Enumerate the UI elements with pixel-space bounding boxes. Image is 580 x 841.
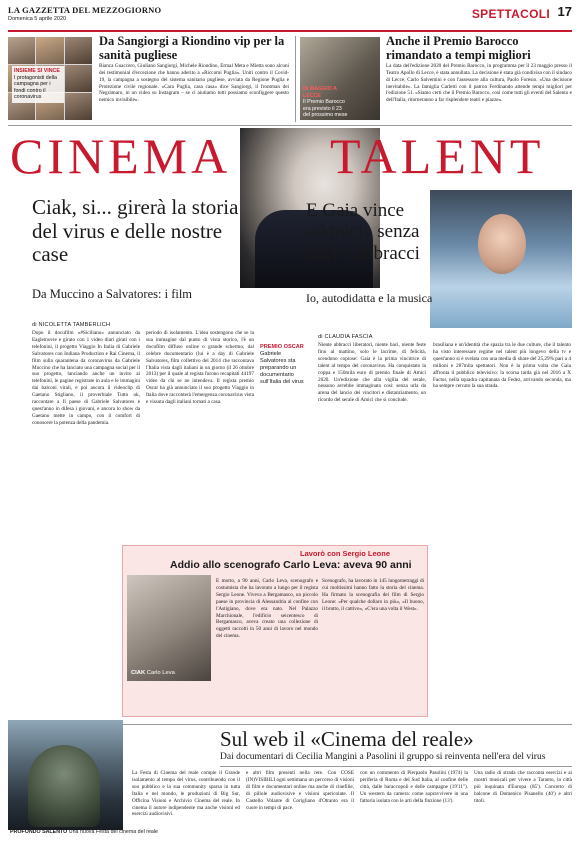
- leva-kicker: Lavorò con Sergio Leone: [300, 549, 391, 558]
- paper-name: LA GAZZETTA DEL MEZZOGIORNO: [8, 5, 162, 15]
- caption-text: I protagonisti della campagna per i fondi contro il coronavirus: [14, 74, 57, 101]
- portrait-image: [65, 93, 92, 120]
- premio-barocco-headline: Anche il Premio Barocco rimandato a tempi migliori: [386, 34, 531, 63]
- column-divider: [295, 36, 296, 122]
- byline-author: CLAUDIA FASCIA: [324, 334, 373, 340]
- reale-headline: Sul web il «Cinema del reale»: [220, 727, 474, 751]
- banner-cinema: CINEMA: [10, 128, 232, 184]
- caption-text: Una nuova Festa del cinema del reale: [68, 829, 158, 835]
- portrait-image: [65, 37, 92, 64]
- byline-mark: di: [32, 322, 39, 328]
- salento-photo-figure: [28, 745, 100, 827]
- paper-date: Domenica 5 aprile 2020: [8, 16, 67, 22]
- talent-subheadline: Io, autodidatta e la musica: [306, 291, 433, 305]
- leva-photo: [127, 575, 211, 681]
- caption-text: Carlo Leva: [146, 670, 175, 676]
- byline-author: NICOLETTA TAMBERLICH: [38, 322, 111, 328]
- gaia-photo-face: [478, 214, 526, 274]
- premio-text: Gabriele Salvatores sta preparando un documentario sull'Italia del virus: [260, 350, 304, 385]
- banner-talent: TALENT: [330, 128, 545, 184]
- leva-photo-caption: [131, 670, 175, 676]
- byline-mark: di: [318, 334, 325, 340]
- reale-column-1: La Festa di Cinema del reale compie il Grande isolamento al tempo del virus, contribuendo con il suo pubblico e la sua community sparsa in tutta Italia e nel mondo, le produzioni di Big Sur, Officina Visioni e Archivio Cinema del reale. In cinema il autore indipendente ma anche visioni ed esercizi audiovisivi.: [132, 770, 240, 818]
- salento-photo-caption: [10, 829, 158, 835]
- portrait-image: [65, 65, 92, 92]
- section-divider: [8, 125, 572, 126]
- premio-barocco-caption: [303, 86, 349, 119]
- page-number: 17: [557, 4, 572, 19]
- leva-column-1: È morto, a 90 anni, Carlo Leva, scenografo e costumista che ha lavorato a lungo per il regista Sergio Leone. Viveva a Bergamasco, un piccolo paese in provincia di Alessandria al confine con l'Astigiano, dove era nato. Nel Palazzo Marchionale, l'edificio seicentesco di Bergamasco, aveva creato una collezione di oggetti raccolti in 50 anni di lavoro nel mondo del cinema.: [216, 578, 318, 640]
- reale-column-4: Una radio di strada che racconta esercizi e ai mostri musicali per vivere a Taranto, la città più inquinata d'Europa (85'). Concerto di balcone di Domenico Pisanello (40') e altri titoli.: [474, 770, 572, 804]
- masthead: [8, 4, 572, 32]
- vip-photo-caption: [12, 66, 64, 103]
- vip-body: Bianca Guaccero, Giuliano Sangiorgi, Michele Riondino, Ermal Meta e Mietta sono alcuni dei testimonial d'eccezione che hanno aderito a «Riccomi Puglia». Uniti contro il Covid-19, la campagna a sostegno del sistema sanitario pugliese, avviata da Regione Puglia e Protezione civile regionale. «Cara Puglia, casa casa» dice Sangiorgi, il frontman dei Negramaro, in un video su Instagram – se ci aiutiamo tutti possiamo sconfiggere questo nemico invisibile».: [99, 63, 289, 104]
- cinema-headline: Ciak, si... girerà la storia del virus e delle nostre case: [32, 195, 239, 267]
- portrait-image: [8, 37, 35, 64]
- caption-label: INSIEME SI VINCE: [14, 68, 60, 74]
- talent-byline: [318, 334, 373, 340]
- portrait-image: [36, 37, 63, 64]
- reale-subheadline: Dai documentari di Cecilia Mangini a Pasolini il gruppo si reinventa nell'era del virus: [220, 752, 546, 762]
- caption-text: Il Premio Barocco era previsto il 23 del prossimo mese: [303, 99, 348, 119]
- headline-divider: [220, 766, 572, 767]
- section-name: SPETTACOLI: [471, 7, 550, 21]
- talent-column-2: brasiliana e un'identità che spazia tra le due culture, che il talento ha visto interessare regime nel talent più longevo della tv e quest'anno si è svelata con una media di share del 25,29% pari a 4 milioni e 287mila spettatori. Non è la prima volta che Gaia affronta il pubblico televisivo: la scorsa tarda già nel 2016 a X Factor, nella squadra capitanata da Fedez, arrivando seconda, ma ha sempre cercato la sua strada.: [433, 342, 571, 390]
- cinema-subheadline: Da Muccino a Salvatores: i film: [32, 287, 193, 301]
- caption-label: PROFONDO SALENTO: [10, 829, 68, 835]
- talent-headline: E Gaia vince «Amici» senza baci e abbracci: [306, 200, 420, 264]
- cinema-column-1: Dopo il docufilm «#Siciliano» annunciato da Eaglemovie e girato con 1 video diari girati con i telefonini, il progetto Viaggio In Italia di Gabriele Salvatores con Indiana Production e Rai Cinema, il film sulla quarantena da coronavirus da Gabriele Muccino che ha lanciato una campagna social per il suo progetto, lanciando anche un invito ai telefonini, le pagine registrate in aula e le immagini dai balconi virali, e poi ancora il videoclip di Gaetano Stigliano, il proverbiale Tutto ok, raccontare a Il paese di Gabriele Salvatores e quest'anno in difesa i giovani, e ancora lo show da Gaetano mette in campo, con il comfort di conoscere la potenza della pandemia.: [32, 330, 140, 426]
- caption-label: CIAK: [131, 670, 146, 676]
- reale-column-3: con un commento di Pierpaolo Pasolini (1974) la periferia di Roma e del Sud Italia, al confine delle città, dalle baraccopoli e delle campagne (19'11"). Un western da camera: come sopravvivere in una fattoria isolata con le arti della finzione (13').: [360, 770, 468, 804]
- vip-headline: Da Sangiorgi a Riondino vip per la sanità pugliese: [99, 34, 285, 63]
- reale-column-2: e altri film presenti nella rete. Con COSE (IN)VISIBILI ogni settimana un percorso di visioni di film e documentari online ma anche di cinefilie, di pillole audiovisive e visioni spericolate. Il Castello Volante di Corigliano d'Otranto era il cuore in tempi di pace.: [246, 770, 354, 811]
- leva-headline: Addio allo scenografo Carlo Leva: aveva 90 anni: [170, 559, 412, 571]
- caption-label: IN MAGGIO A LECCE: [303, 86, 337, 99]
- premio-barocco-body: La data dell'edizione 2020 del Premio Barocco, in programma per il 23 maggio presso il Teatro Apollo di Lecce, è stata annullata. La decisione è stata già condivisa con il sindaco di Lecce, Carlo Salvemini e con l'assessore alla cultura, Paolo Foresio. «Una decisione inevitabile». La famiglia Carletti con il patron Ferdinando attende tempi migliori per l'edizione 51. «Siamo certi che il Premio Barocco, così come tutti gli eventi del Salento e dell'Italia, ritorneranno a far risplendere teatri e piazze».: [386, 63, 572, 104]
- cinema-column-2: periodo di isolamento. L'idea sostengono che se la sua immagine dal punto di vista storico, l'è un docufilm diffuso online o grande schermo, dal celebre documentario (lui è a day di Gabriele Salvatores, film collettivo del 2014 che raccontava l'Italia vista dagli italiani in un giorno (il 26 ottobre 2013) per il quale al regista furono recapitati 44197 video da chi se ne intendeva. Il regista premio Oscar ha già annunciato il suo progetto Viaggio in Italia dove racconterà l'emergenza coronavirus vista e vissuta dagli italiani tornati a casa.: [146, 330, 254, 406]
- cinema-byline: [32, 322, 110, 328]
- premio-label: PREMIO OSCAR: [260, 344, 304, 350]
- premio-oscar-box: [260, 344, 306, 386]
- talent-column-1: Niente abbracci liberatori, niente baci, niente feste fino al mattino, solo le lacrime, di felicità, scendono copiose: Gaia è la prima vincitrice di talent al tempo del coronavirus. Ha conquistato la coppa e 150mila euro di premio finale di Amici 2020. Un'edizione che alla vigilia del serale, nessuno avrebbe immaginato così: senza urla da arena del lancio dei vincitori e distanziamento, un ricordo del serale di Amici che si conclude.: [318, 342, 426, 404]
- leva-column-2: Scenografo, ha lavorato in 145 lungometraggi di cui moltissimi hanno fatto la storia del cinema. Ha firmato la scenografia dei film di Sergio Leone: «Per qualche dollaro in più», «Il buono, il brutto, il cattivo», «C'era una volta il West».: [322, 578, 424, 612]
